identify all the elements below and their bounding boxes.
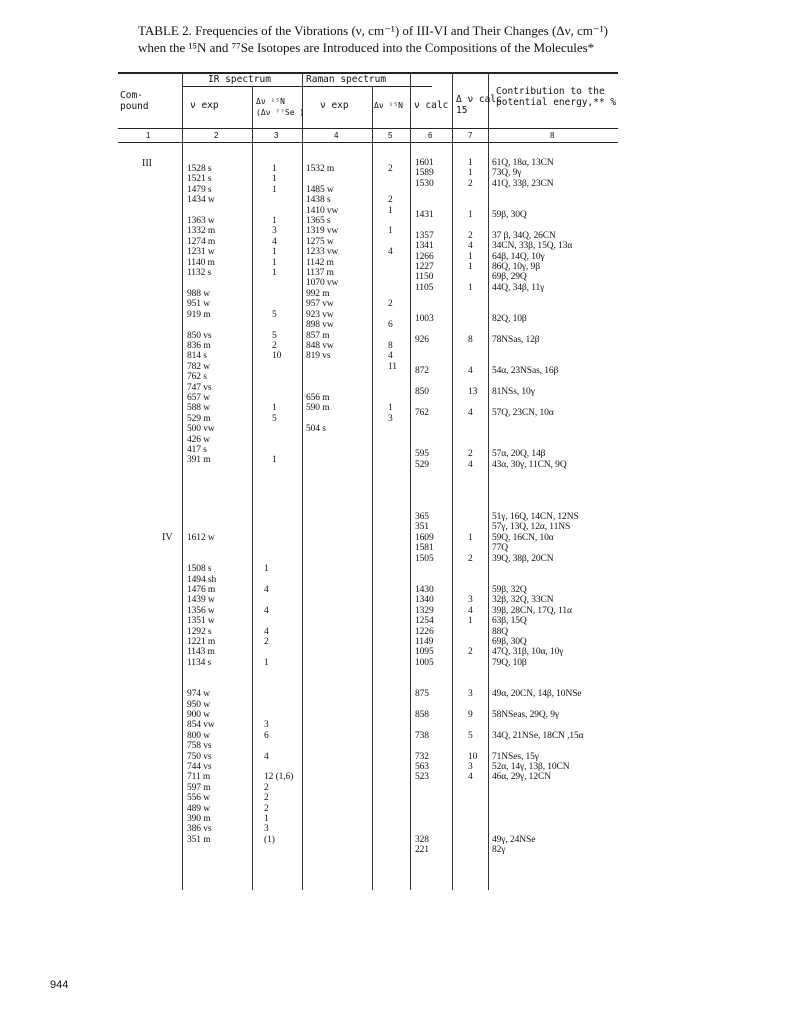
col-divider-6 xyxy=(452,72,453,890)
spectrum-group-rule xyxy=(182,86,432,87)
col-number-4: 4 xyxy=(334,131,339,140)
section-iv-ir-delta: 1 4 4 4 2 1 3 6 4 12 (1,6) 2 2 2 1 3 (1) xyxy=(264,564,294,845)
col-number-8: 8 xyxy=(550,131,555,140)
compound-label-iii: III xyxy=(142,158,152,169)
col-number-2: 2 xyxy=(214,131,219,140)
col-divider-3 xyxy=(302,72,303,890)
section-iii-ir-v-exp: 1528 s 1521 s 1479 s 1434 w 1363 w 1332 m 1274 m 1231 w 1140 m 1132 s 988 w 951 w 919 m 850 vs 836 m 814 s 782 w 762 s 747 vs 657 w 588 w 529 m 500 vw 426 w 417 s 391 m xyxy=(187,164,216,466)
col-number-6: 6 xyxy=(428,131,433,140)
compound-label-iv: IV xyxy=(162,532,173,543)
header-raman-delta: Δν ¹⁵N xyxy=(374,101,403,110)
frequency-table xyxy=(118,72,618,890)
header-raman-spectrum: Raman spectrum xyxy=(306,74,387,85)
header-ir-spectrum: IR spectrum xyxy=(208,74,271,85)
col-divider-1 xyxy=(182,72,183,890)
section-iv-delta-calc: 1 2 3 4 1 2 3 9 5 10 3 4 xyxy=(468,533,478,783)
col-number-1: 1 xyxy=(146,131,151,140)
col-number-7: 7 xyxy=(468,131,473,140)
header-delta-calc: Δ ν calc 15 xyxy=(456,94,502,116)
section-iv-contribution: 59Q, 16CN, 10α 77Q 39Q, 38β, 20CN 59β, 32Q 32β, 32Q, 33CN 39β, 28CN, 17Q, 11α 63β, 15Q 88Q 69β, 30Q 47Q, 31β, 10α, 10γ 79Q, 10β 49α, 20CN, 14β, 10NSe 58NSeas, 29Q, 9γ 34Q, 21NSe, 18CN ,15α 71NSes, 15γ 52α, 14γ, 13β, 10CN 46α, 29γ, 12CN 49γ, 24NSe 82γ xyxy=(492,533,584,856)
section-iii-contribution: 61Q, 18α, 13CN 73Q, 9γ 41Q, 33β, 23CN 59β, 30Q 37 β, 34Q, 26CN 34CN, 33β, 15Q, 13α 64β, 14Q, 10γ 86Q, 10γ, 9β 69β, 29Q 44Q, 34β, 11γ 82Q, 10β 78NSas, 12β 54α, 23NSas, 16β 81NSs, 10γ 57Q, 23CN, 10α 57α, 20Q, 14β 43α, 30γ, 11CN, 9Q 51γ, 16Q, 14CN, 12NS 57γ, 13Q, 12α, 11NS xyxy=(492,158,579,533)
header-v-calc: ν calc xyxy=(414,100,449,111)
section-iii-delta-calc: 1 1 2 1 2 4 1 1 1 8 4 13 4 2 4 xyxy=(468,158,478,470)
table-caption xyxy=(138,22,698,56)
section-iv-ir-v-exp: 1612 w 1508 s 1494 sh 1476 m 1439 w 1356 w 1351 w 1292 s 1221 m 1143 m 1134 s 974 w 950 w 900 w 854 vw 800 w 758 vs 750 vs 744 vs 711 m 597 m 556 w 489 w 390 m 386 vs 351 m xyxy=(187,533,217,845)
col-divider-2 xyxy=(252,86,253,890)
header-ir-delta: Δν ¹⁵N (Δν ⁷⁷Se ) xyxy=(256,97,305,117)
section-iii-v-calc: 1601 1589 1530 1431 1357 1341 1266 1227 1150 1105 1003 926 872 850 762 595 529 365 351 xyxy=(415,158,434,533)
section-iv-v-calc: 1609 1581 1505 1430 1340 1329 1254 1226 1149 1095 1005 875 858 738 732 563 523 328 221 xyxy=(415,533,434,856)
header-raman-v-exp: ν exp xyxy=(320,100,349,111)
section-iii-raman-delta: 2 2 1 1 4 2 6 8 4 11 1 3 xyxy=(388,164,397,424)
caption-line-1: TABLE 2. Frequencies of the Vibrations (ν, cm⁻¹) of III-VI and Their Changes (Δν, cm⁻¹) xyxy=(138,23,609,38)
col-divider-7 xyxy=(488,72,489,890)
column-number-rule xyxy=(118,142,618,143)
header-ir-v-exp: ν exp xyxy=(190,100,219,111)
page-number: 944 xyxy=(50,979,69,991)
header-contribution: Contribution to the potential energy,** % xyxy=(496,86,617,108)
col-divider-4 xyxy=(372,86,373,890)
section-iii-raman-v-exp: 1532 m 1485 w 1438 s 1410 vw 1365 s 1319 vw 1275 w 1233 vw 1142 m 1137 m 1070 vw 992 m 957 vw 923 vw 898 vw 857 m 848 vw 819 vs 656 m 590 m 504 s xyxy=(306,164,339,435)
col-number-5: 5 xyxy=(388,131,393,140)
header-compound: Com- pound xyxy=(120,90,149,112)
col-divider-5 xyxy=(410,72,411,890)
header-rule xyxy=(118,128,618,129)
col-number-3: 3 xyxy=(274,131,279,140)
section-iii-ir-delta: 1 1 1 1 3 4 1 1 1 5 5 2 10 1 5 1 xyxy=(272,164,282,466)
caption-line-2: when the ¹⁵N and ⁷⁷Se Isotopes are Introduced into the Compositions of the Molecules* xyxy=(138,40,595,55)
